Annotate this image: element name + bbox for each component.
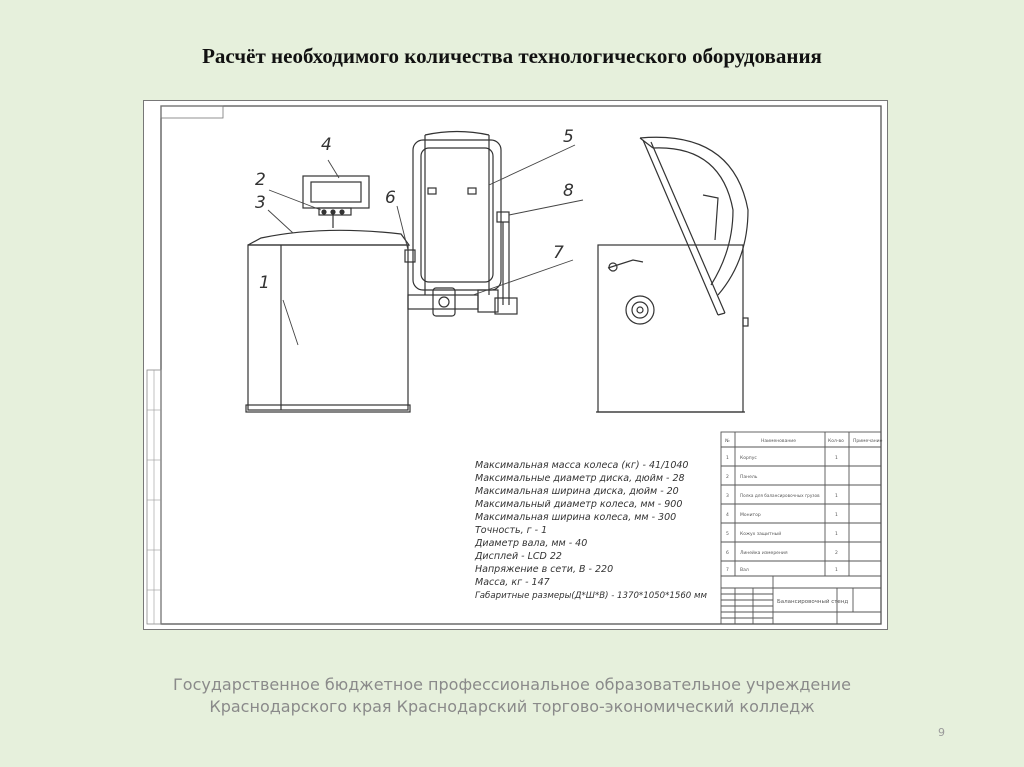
table-cell: 1 — [835, 532, 838, 537]
spec-line: Максимальная ширина колеса, мм - 300 — [475, 512, 677, 523]
table-cell: Монитор — [740, 513, 761, 518]
table-cell: 2 — [726, 475, 729, 480]
table-cell: Линейка измерения — [740, 551, 788, 556]
spec-line: Максимальные диаметр диска, дюйм - 28 — [475, 473, 685, 484]
table-cell: Панель — [740, 475, 758, 480]
callout-3: 3 — [255, 193, 266, 213]
technical-drawing — [143, 100, 888, 630]
table-cell: 1 — [835, 513, 838, 518]
drawing-svg — [143, 100, 888, 630]
footer-line-2: Краснодарского края Краснодарский торгово-экономический колледж — [209, 697, 815, 716]
spec-line: Максимальный диаметр колеса, мм - 900 — [475, 499, 683, 510]
table-cell: 1 — [835, 456, 838, 461]
table-cell: Вал — [740, 568, 749, 573]
footer-line-1: Государственное бюджетное профессиональное образовательное учреждение — [173, 675, 851, 694]
table-cell: 5 — [726, 532, 729, 537]
spec-line: Точность, г - 1 — [475, 525, 548, 536]
callout-6: 6 — [385, 188, 396, 208]
spec-line: Габаритные размеры(Д*Ш*В) - 1370*1050*1560 мм — [475, 591, 707, 601]
spec-line: Диаметр вала, мм - 40 — [475, 538, 588, 549]
spec-line: Дисплей - LCD 22 — [475, 551, 562, 562]
table-cell: 1 — [835, 494, 838, 499]
table-header: Примечание — [853, 439, 883, 444]
callout-2: 2 — [255, 170, 266, 190]
spec-line: Максимальная ширина диска, дюйм - 20 — [475, 486, 679, 497]
table-header: № — [725, 439, 730, 444]
table-cell: 4 — [726, 513, 729, 518]
spec-line: Напряжение в сети, В - 220 — [475, 564, 614, 575]
table-cell: 1 — [726, 456, 729, 461]
callout-5: 5 — [563, 127, 574, 147]
footer — [0, 674, 1024, 718]
title-block-name: Балансировочный стенд — [777, 599, 849, 605]
callout-1: 1 — [259, 273, 270, 293]
table-cell: 7 — [726, 568, 729, 573]
table-cell: Кожух защитный — [740, 532, 782, 537]
spec-line: Максимальная масса колеса (кг) - 41/1040 — [475, 460, 689, 471]
table-cell: Полка для балансировочных грузов — [740, 493, 820, 498]
table-cell: 6 — [726, 551, 729, 556]
table-cell: 3 — [726, 494, 729, 499]
table-header: Наименование — [761, 439, 796, 444]
slide-title: Расчёт необходимого количества технологического оборудования — [202, 44, 822, 68]
table-header: Кол-во — [828, 439, 844, 444]
page-number: 9 — [938, 726, 945, 739]
callout-7: 7 — [553, 243, 564, 263]
callout-8: 8 — [563, 181, 574, 201]
spec-line: Масса, кг - 147 — [475, 577, 550, 588]
callout-4: 4 — [321, 135, 332, 155]
table-cell: 2 — [835, 551, 838, 556]
table-cell: Корпус — [740, 456, 757, 461]
table-cell: 1 — [835, 568, 838, 573]
